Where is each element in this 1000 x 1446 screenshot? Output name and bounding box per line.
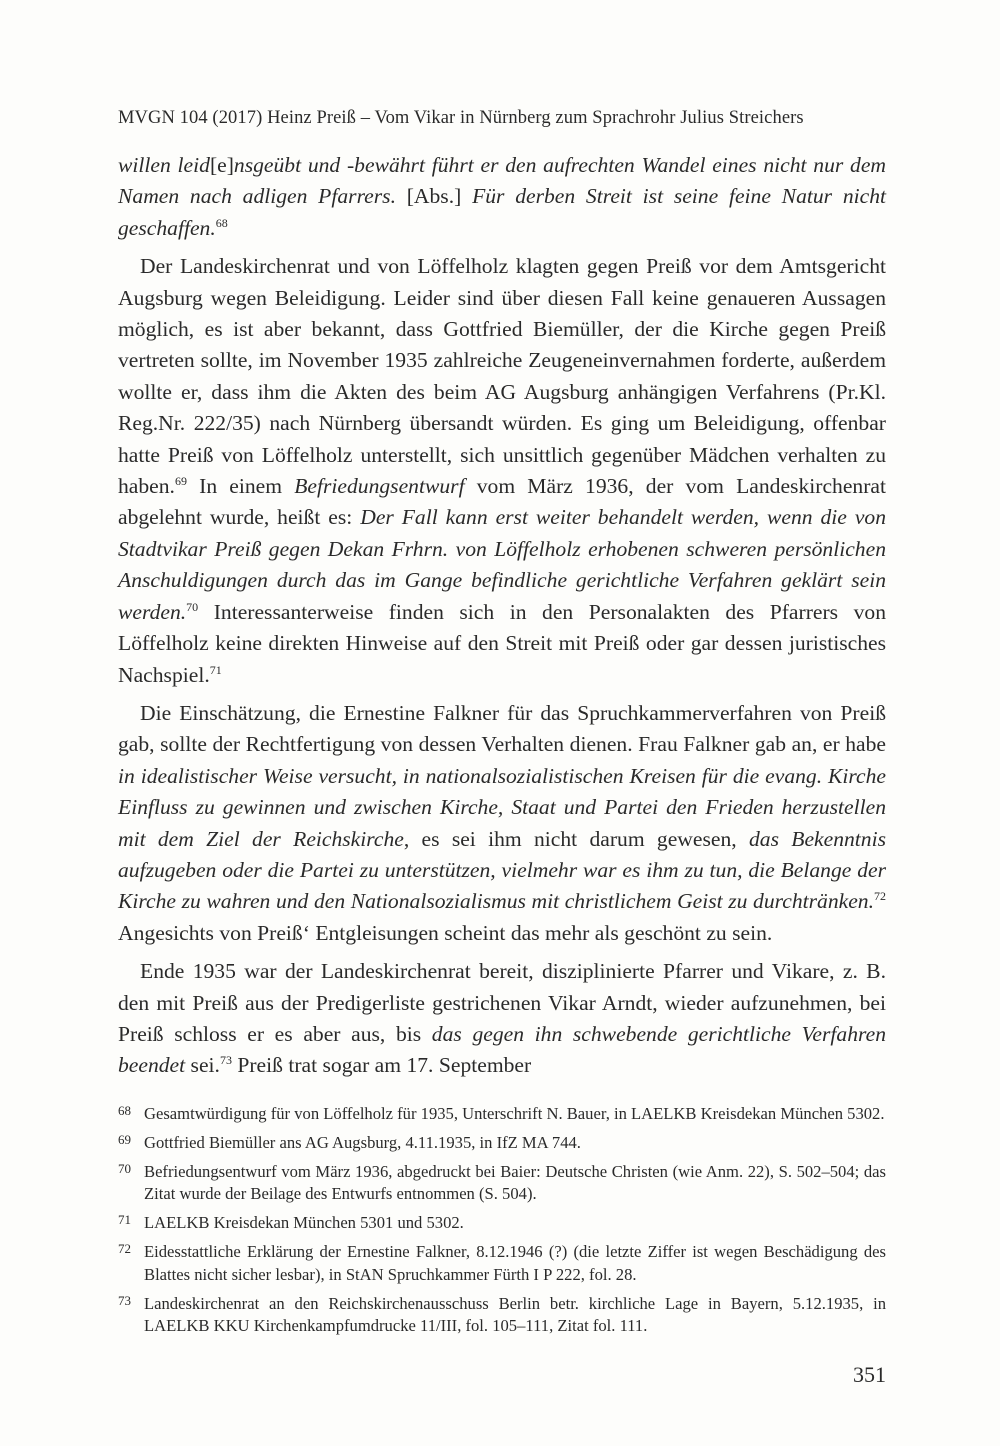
text-run: Angesichts von Preiß‘ Entgleisungen scheint das mehr als geschönt zu sein. — [118, 920, 773, 945]
italic-quote: Der Fall kann erst weiter behandelt werden, wenn die von Stadtvikar Preiß gegen Dekan Frhrn. von Löffelholz erhobenen schweren persönlichen Anschuldigungen durch das im Gange befindliche gerichtliche Verfahren geklärt sein werden. — [118, 505, 887, 624]
text-run: sei. — [185, 1053, 220, 1078]
paragraph-2 — [118, 698, 886, 949]
italic-quote: nsgeübt und -bewährt führt er den aufrechten Wandel eines nicht nur dem Namen nach adligen Pfarrers. — [118, 153, 887, 209]
paragraph-0 — [118, 150, 886, 244]
text-run: Interessanterweise finden sich in den Personalakten des Pfarrers von Löffelholz keine direkten Hinweise auf den Streit mit Preiß oder gar dessen juristisches Nachspiel. — [118, 599, 886, 687]
italic-quote: das Bekenntnis aufzugeben oder die Partei zu unterstützen, vielmehr war es ihm zu tun, die Belange der Kirche zu wahren und den Nationalsozialismus mit christlichem Geist zu durchtränken. — [118, 826, 886, 914]
footnote-text: Befriedungsentwurf vom März 1936, abgedruckt bei Baier: Deutsche Christen (wie Anm. 22), S. 502–504; das Zitat wurde der Beilage des Entwurfs entnommen (S. 504). — [144, 1161, 886, 1204]
footnote-text: LAELKB Kreisdekan München 5301 und 5302. — [144, 1213, 464, 1233]
main-text — [118, 150, 886, 1082]
footnotes — [118, 1103, 886, 1344]
footnote-number: 71 — [118, 1212, 131, 1228]
running-title: MVGN 104 (2017) Heinz Preiß – Vom Vikar in Nürnberg zum Sprachrohr Julius Streichers — [118, 108, 804, 128]
footnote-number: 70 — [118, 1160, 131, 1176]
paragraph-3 — [118, 956, 886, 1082]
footnote-number: 73 — [118, 1292, 131, 1308]
text-run: [e] — [209, 153, 234, 177]
footnote-text: Gesamtwürdigung für von Löffelholz für 1935, Unterschrift N. Bauer, in LAELKB Kreisdekan München 5302. — [144, 1104, 885, 1123]
footnote-ref[interactable]: 72 — [874, 889, 886, 904]
footnote — [118, 1103, 886, 1126]
italic-term: Befriedungsentwurf — [294, 474, 465, 499]
text-run: , es sei ihm nicht darum gewesen, — [403, 826, 749, 851]
paragraph-1 — [118, 251, 886, 691]
footnote — [118, 1241, 886, 1287]
footnote-ref[interactable]: 68 — [215, 215, 228, 230]
italic-quote: willen leid — [118, 153, 210, 177]
footnote-ref[interactable]: 73 — [219, 1053, 232, 1068]
footnote-text: Eidesstattliche Erklärung der Ernestine Falkner, 8.12.1946 (?) (die letzte Ziffer ist wegen Beschädigung des Blattes nicht sicher lesbar), in StAN Spruchkammer Fürth I P 222, fol. 28. — [144, 1241, 886, 1284]
footnote-text: Landeskirchenrat an den Reichskirchenausschuss Berlin betr. kirchliche Lage in Bayern, 5.12.1935, in LAELKB KKU Kirchenkampfumdrucke 11/III, fol. 105–111, Zitat fol. 111. — [144, 1293, 886, 1336]
text-run: Ende 1935 war der Landeskirchenrat bereit, disziplinierte Pfarrer und Vikare, z. B. den mit Preiß aus der Predigerliste gestrichenen Vikar Arndt, wieder aufzunehmen, bei Preiß schloss er es aber aus, bis — [118, 959, 886, 1046]
footnote-number: 69 — [118, 1131, 131, 1147]
text-run: In einem — [186, 474, 295, 499]
text-run: [Abs.] — [395, 184, 473, 209]
text-run: vom März 1936, der vom Landeskirchenrat abgelehnt wurde, heißt es: — [118, 474, 886, 530]
text-run: Die Einschätzung, die Ernestine Falkner für das Spruchkammerverfahren von Preiß gab, sollte der Rechtfertigung von dessen Verhalten dienen. Frau Falkner gab an, er habe — [118, 700, 886, 757]
footnote-ref[interactable]: 70 — [186, 599, 199, 614]
page-number: 351 — [853, 1362, 886, 1387]
footnote — [118, 1161, 886, 1207]
text-run: Preiß trat sogar am 17. September — [231, 1053, 532, 1078]
italic-quote: Für derben Streit ist seine feine Natur nicht geschaffen. — [118, 184, 886, 240]
footnote — [118, 1132, 886, 1155]
italic-quote: in idealistischer Weise versucht, in nationalsozialistischen Kreisen für die evang. Kirche Einfluss zu gewinnen und zwischen Kirche, Staat und Partei den Frieden herzustellen mit dem Ziel der Reichskirche — [118, 763, 886, 851]
text-run: Der Landeskirchenrat und von Löffelholz klagten gegen Preiß vor dem Amtsgericht Augsburg wegen Beleidigung. Leider sind über diesen Fall keine genaueren Aussagen möglich, es ist aber bekannt, dass Gottfried Biemüller, der die Kirche gegen Preiß vertreten sollte, im November 1935 zahlreiche Zeugeneinvernahmen forderte, außerdem wollte er, dass ihm die Akten des beim AG Augsburg anhängigen Verfahrens (Pr.Kl. Reg.Nr. 222/35) nach Nürnberg übersandt würden. Es ging um Beleidigung, offenbar hatte Preiß von Löffelholz unterstellt, sich unsittlich gegenüber Mädchen verhalten zu haben. — [118, 254, 886, 499]
footnote — [118, 1293, 886, 1339]
footnote-number: 72 — [118, 1240, 131, 1256]
footnote-number: 68 — [118, 1103, 131, 1118]
footnote-ref[interactable]: 71 — [209, 662, 222, 677]
italic-quote: das gegen ihn schwebende gerichtliche Verfahren beendet — [118, 1021, 886, 1078]
footnote-text: Gottfried Biemüller ans AG Augsburg, 4.11.1935, in IfZ MA 744. — [144, 1132, 581, 1152]
running-header — [118, 108, 886, 129]
footnote — [118, 1212, 886, 1235]
footnote-ref[interactable]: 69 — [174, 474, 187, 489]
